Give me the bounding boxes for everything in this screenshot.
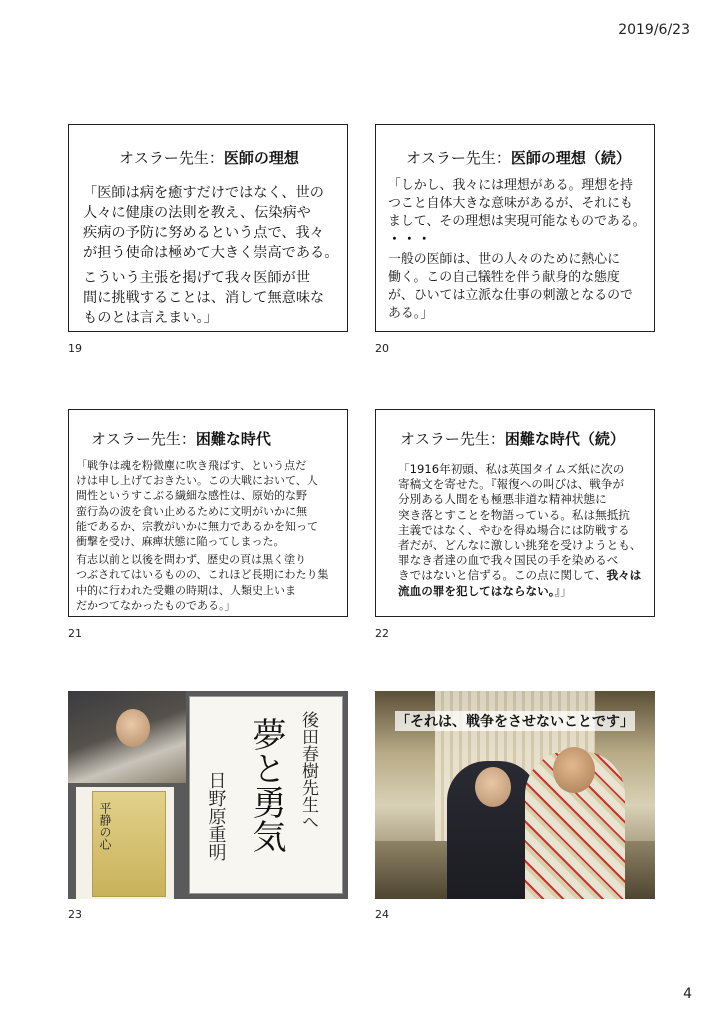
slide-title: オスラー先生：医師の理想（続） (406, 149, 631, 167)
slide-22 (375, 409, 655, 617)
slide-number: 22 (375, 627, 389, 640)
page-date: 2019/6/23 (618, 22, 690, 38)
slide-number: 23 (68, 908, 82, 921)
page-number: 4 (683, 986, 692, 1002)
portrait-photo (68, 691, 186, 783)
calligraphy-brushwork (190, 697, 342, 893)
photo-caption: 「それは、戦争をさせないことです」 (395, 711, 635, 731)
slide-21 (68, 409, 348, 617)
slide-body: 「しかし、我々には理想がある。理想を持 つこと自体大きな意味があるが、それにも まして、その理想は実現可能なものである。 ・・・ 一般の医師は、世の人々のために熱心に 働く。この自己犠牲を伴う献身的な態度 が、ひいては立派な仕事の刺激となるので ある。」 (388, 178, 646, 321)
slide-title: オスラー先生：困難な時代 (91, 430, 271, 448)
slide-number: 20 (375, 342, 389, 355)
person-face (553, 747, 595, 793)
person-face (116, 709, 150, 747)
slide-24-photo (375, 691, 655, 899)
person-face (475, 767, 511, 807)
slide-title: オスラー先生：医師の理想 (119, 149, 299, 167)
calligraphy-main: 夢と勇気 (246, 717, 286, 853)
slide-23-photo (68, 691, 348, 899)
slide-body: 「医師は病を癒すだけではなく、世の 人々に健康の法則を教え、伝染病や 疾病の予防に努めるという点で、我々 が担う使命は極めて大きく崇高である。 こういう主張を掲げて我々医師が世 間に挑戦することは、消して無意味な ものとは言えまい。」 (83, 185, 339, 326)
slide-20 (375, 124, 655, 332)
slide-19 (68, 124, 348, 332)
book-cover-art (92, 791, 166, 897)
slide-number: 19 (68, 342, 82, 355)
slide-number: 24 (375, 908, 389, 921)
book-title: 平静の心 (98, 802, 112, 850)
slide-body: 「1916年初頭、私は英国タイムズ紙に次の 寄稿文を寄せた。『報復への叫びは、戦争が 分別ある人間をも極悪非道な精神状態に 突き落とすことを物語っている。私は無抵抗 主義ではなく、やむを得ぬ場合には防戦する 者だが、どんなに激しい挑発を受けようとも、 罪なき者達の血で我々国民の手を染めるべ きではないと信ずる。この点に関して、我々は 流血の罪を犯してはならない。』」 (398, 462, 642, 598)
slide-title: オスラー先生：困難な時代（続） (400, 430, 625, 448)
calligraphy-dedication: 後田春樹先生へ (298, 711, 318, 830)
slide-body: 「戦争は魂を粉微塵に吹き飛ばす、という点だ けは申し上げておきたい。この大戦において、人 間性というすこぶる繊細な感性は、原始的な野 蛮行為の波を食い止めるために文明がいかに無 能であるか、宗教がいかに無力であるかを知って 衝撃を受け、麻痺状態に陥ってしまった。 有志以前と以後を問わず、歴史の頁は黒く塗り つぶされてはいるものの、これほど長期にわたり集 中的に行われた受難の時期は、人類史上いま だかつてなかったものである。」 (76, 459, 329, 612)
slide-number: 21 (68, 627, 82, 640)
calligraphy-signature: 日野原重明 (205, 771, 227, 861)
person-right (525, 751, 625, 899)
calligraphy-board (190, 697, 342, 893)
book-cover (76, 787, 174, 899)
